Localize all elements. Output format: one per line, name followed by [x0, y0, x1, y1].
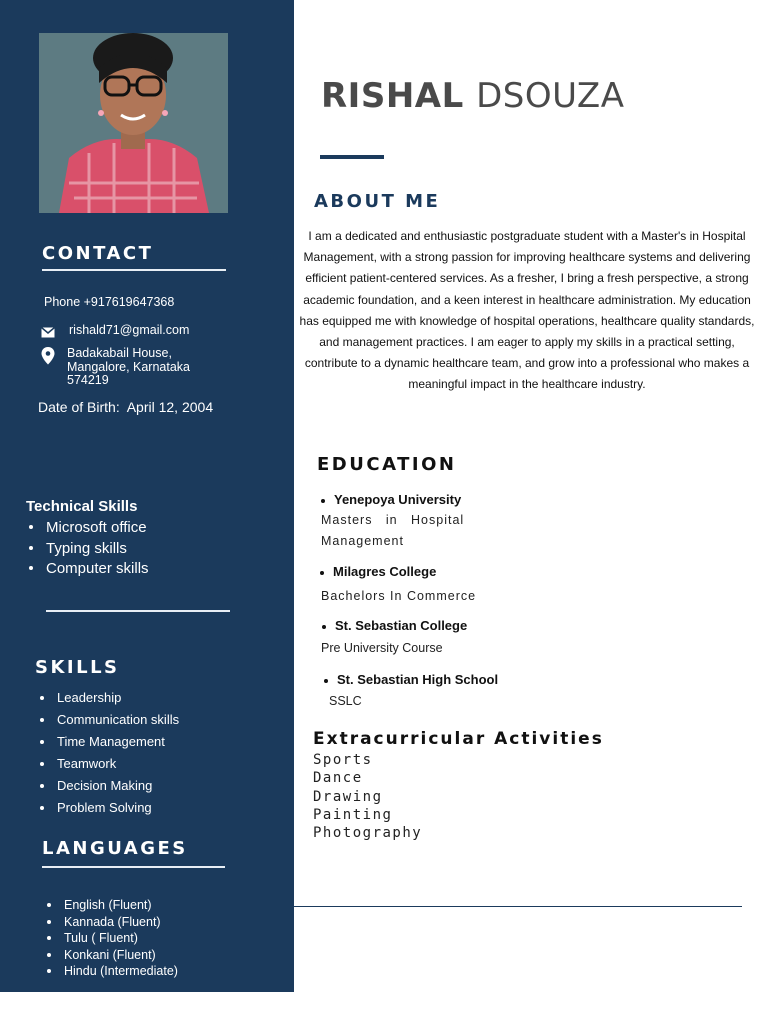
education-school [321, 492, 461, 507]
languages-list [44, 897, 178, 980]
bullet-icon [321, 499, 325, 503]
about-line: contribute to a dynamic healthcare team, and grow into a professional who makes a [304, 356, 750, 371]
skills-heading: SKILLS [35, 657, 120, 678]
education-degree: Masters in Hospital [321, 513, 465, 527]
contact-email[interactable]: rishald71@gmail.com [69, 323, 190, 337]
list-item: Photography [313, 825, 423, 842]
about-heading: ABOUT ME [314, 191, 441, 212]
education-school [324, 672, 498, 687]
list-item: Drawing [313, 788, 383, 805]
languages-heading: LANGUAGES [42, 838, 188, 859]
list-item: Hindu (Intermediate) [44, 963, 178, 980]
list-item: Typing skills [26, 539, 149, 560]
list-item: Kannada (Fluent) [44, 914, 178, 931]
list-item: Time Management [37, 733, 179, 755]
education-heading: EDUCATION [317, 454, 457, 475]
address-line-2: Mangalore, Karnataka [67, 359, 190, 374]
contact-heading: CONTACT [42, 243, 154, 264]
envelope-icon [41, 325, 55, 336]
education-school [320, 564, 436, 579]
languages-divider [42, 866, 225, 868]
contact-address [67, 347, 190, 388]
list-item: Painting [313, 806, 393, 823]
about-text [294, 226, 760, 396]
about-line: has equipped me with knowledge of hospital operations, healthcare quality standards, [299, 313, 755, 328]
list-item: Tulu ( Fluent) [44, 930, 178, 947]
technical-skills-list [26, 518, 149, 580]
education-degree: Management [321, 534, 404, 548]
list-item: Communication skills [37, 711, 179, 733]
extracurricular-heading: Extracurricular Activities [313, 729, 604, 749]
sidebar [0, 0, 294, 992]
list-item: Sports [313, 752, 373, 768]
first-name: RISHAL [321, 76, 464, 116]
list-item: Dance [313, 770, 363, 787]
about-line: Management, with a strong passion for improving healthcare systems and delivering [303, 250, 751, 265]
bullet-icon [320, 571, 324, 575]
extracurricular-list [313, 751, 422, 842]
about-line: academic foundation, and a keen interest in healthcare administration. My education [303, 292, 751, 307]
address-line-3: 574219 [67, 373, 109, 387]
about-line: efficient patient-centered services. As a fresher, I bring a fresh perspective, a strong [305, 271, 749, 286]
school-name: St. Sebastian High School [337, 672, 499, 687]
list-item: Problem Solving [37, 799, 179, 821]
school-name: Yenepoya University [334, 492, 462, 507]
title-accent-bar [320, 155, 384, 159]
about-line: I am a dedicated and enthusiastic postgraduate student with a Master's in Hospital [308, 229, 746, 243]
education-school [322, 618, 467, 633]
profile-photo-illustration [39, 33, 228, 213]
school-name: Milagres College [333, 564, 437, 579]
bullet-icon [322, 625, 326, 629]
education-degree: Bachelors In Commerce [321, 589, 477, 603]
page-title [321, 76, 624, 116]
contact-phone: Phone +917619647368 [44, 295, 175, 309]
location-pin-icon [41, 347, 55, 365]
skills-list [37, 689, 179, 821]
bullet-icon [324, 679, 328, 683]
school-name: St. Sebastian College [335, 618, 468, 633]
profile-photo [39, 33, 228, 213]
technical-skills-divider [46, 610, 230, 612]
contact-dob: Date of Birth: April 12, 2004 [38, 399, 214, 415]
address-line-1: Badakabail House, [67, 346, 172, 360]
about-line: and management practices. I am eager to apply my skills in a practical setting, [319, 335, 735, 350]
list-item: Teamwork [37, 755, 179, 777]
education-degree: SSLC [329, 694, 362, 708]
list-item: Computer skills [26, 559, 149, 580]
list-item: Microsoft office [26, 518, 149, 539]
technical-skills-heading: Technical Skills [26, 498, 138, 515]
list-item: Konkani (Fluent) [44, 947, 178, 964]
education-degree: Pre University Course [321, 641, 443, 655]
about-line: meaningful impact in the healthcare industry. [408, 377, 646, 392]
contact-divider [42, 269, 226, 271]
list-item: Leadership [37, 689, 179, 711]
list-item: English (Fluent) [44, 897, 178, 914]
last-name: DSOUZA [476, 76, 625, 116]
list-item: Decision Making [37, 777, 179, 799]
footer-divider [294, 906, 742, 907]
